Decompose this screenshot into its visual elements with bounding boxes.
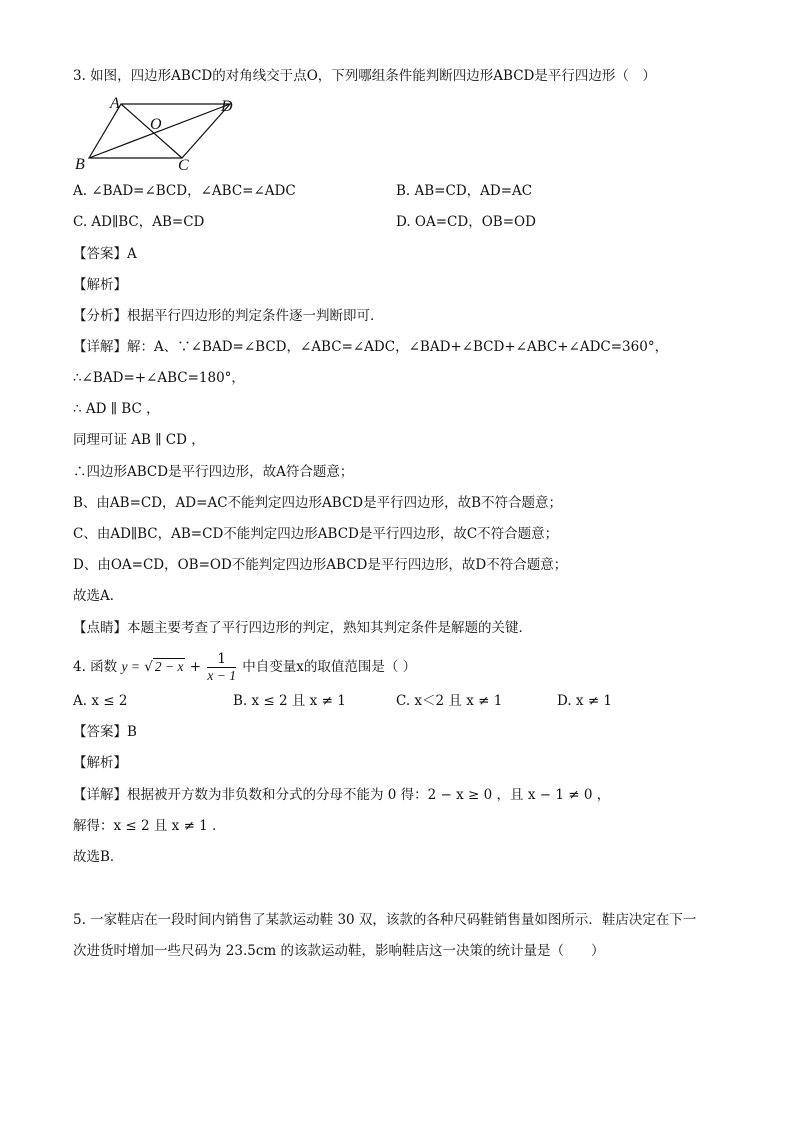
q4-option-d: D. x ≠ 1 [557,693,613,709]
q4-conclusion: 故选B． [73,849,124,865]
q4-option-a: A. x ≤ 2 [73,693,128,709]
q5-line1: 5. 一家鞋店在一段时间内销售了某款运动鞋 30 双，该款的各种尺码鞋销售量如图所示．鞋店决定在下一 [73,912,697,928]
q4-option-c: C. x＜2 且 x ≠ 1 [396,693,503,709]
q3-step4: ∴四边形ABCD是平行四边形，故A符合题意； [73,464,354,480]
q4-stem: 4. 函数 y = √ 2 − x + $\frac{1}{x - 1}$ 中自变量x的取值范围是（ ） [73,651,417,683]
q4-solve: 解得：x ≤ 2 且 x ≠ 1 ． [73,818,226,834]
q4-y-eq: y = [121,659,140,674]
q3-xiangjie: 【详解】解：A、∵∠BAD=∠BCD，∠ABC=∠ADC，∠BAD+∠BCD+∠ABC+∠ADC=360°， [73,339,669,355]
label-O: O [150,116,162,133]
q3-step7: D、由OA=CD，OB=OD不能判定四边形ABCD是平行四边形，故D不符合题意； [73,557,568,573]
q4-sqrt-body: 2 − x [154,659,184,674]
q3-option-c: C. AD∥BC，AB=CD [73,214,205,230]
parallelogram-figure [70,92,250,172]
q3-conclusion: 故选A． [73,588,124,604]
q3-step3: 同理可证 AB ∥ CD ， [73,432,205,448]
q3-answer: 【答案】A [73,246,137,262]
q3-option-b: B. AB=CD，AD=AC [396,183,533,199]
q3-dianjing: 【点睛】本题主要考查了平行四边形的判定，熟知其判定条件是解题的关键． [73,620,532,636]
q4-xiangjie: 【详解】根据被开方数为非负数和分式的分母不能为 0 得：2 − x ≥ 0 ，且 x − 1 ≠ 0 ， [73,787,611,803]
q4-stem-suffix: 中自变量x的取值范围是（ ） [242,659,417,675]
label-D: D [221,98,233,115]
q5-line2: 次进货时增加一些尺码为 23.5cm 的该款运动鞋，影响鞋店这一决策的统计量是（ ） [73,943,605,959]
q3-analysis-title: 【解析】 [73,277,127,293]
q3-stem: 3. 如图，四边形ABCD的对角线交于点O，下列哪组条件能判断四边形ABCD是平行四边形（ ） [73,68,656,84]
q4-frac-den: x − 1 [207,668,236,683]
q4-frac-num: 1 [207,652,236,668]
label-C: C [178,157,189,172]
q3-option-a: A. ∠BAD=∠BCD，∠ABC=∠ADC [73,183,296,199]
q3-fenxi: 【分析】根据平行四边形的判定条件逐一判断即可． [73,308,384,324]
q4-analysis-title: 【解析】 [73,755,127,771]
label-A: A [110,95,120,112]
q3-option-d: D. OA=CD，OB=OD [396,214,536,230]
q4-plus: + [189,659,202,675]
q4-fraction [207,652,236,683]
q4-stem-prefix: 4. 函数 [73,659,118,675]
q3-step2: ∴ AD ∥ BC ， [73,401,160,417]
q3-step1: ∴∠BAD=+∠ABC=180°， [73,370,245,386]
q3-step5: B、由AB=CD，AD=AC不能判定四边形ABCD是平行四边形，故B不符合题意； [73,495,563,511]
q4-option-b: B. x ≤ 2 且 x ≠ 1 [233,693,346,709]
q4-answer: 【答案】B [73,724,137,740]
label-B: B [75,156,85,172]
q3-step6: C、由AD∥BC，AB=CD不能判定四边形ABCD是平行四边形，故C不符合题意； [73,526,559,542]
